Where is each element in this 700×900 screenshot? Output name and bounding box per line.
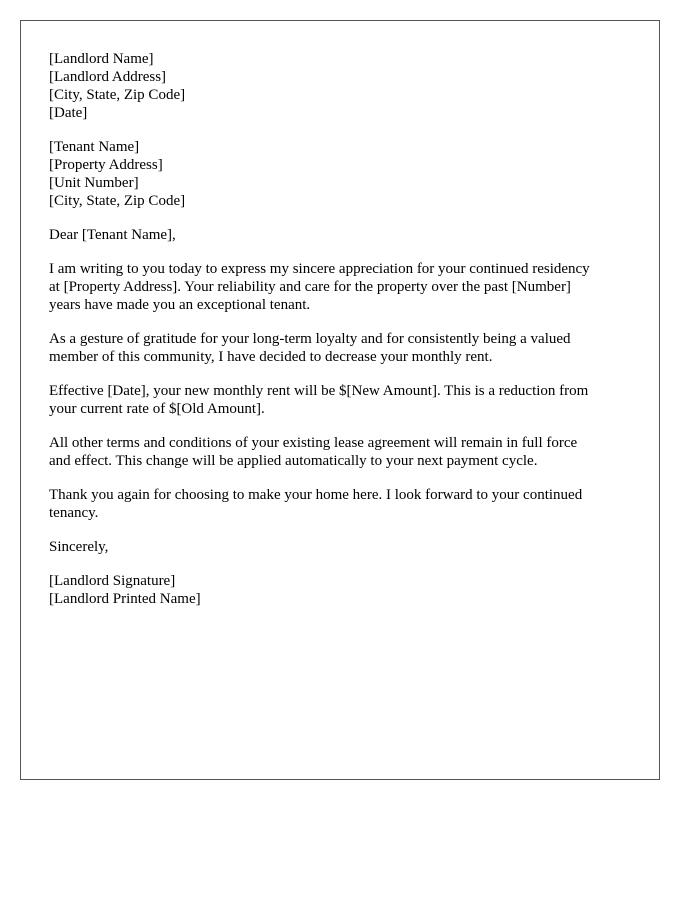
letter-content — [49, 50, 634, 608]
landlord-address: [Landlord Address] — [49, 69, 167, 85]
paragraph-line: All other terms and conditions of your existing lease agreement will remain in full force — [49, 435, 578, 451]
tenant-block — [49, 138, 634, 210]
tenant-property-address: [Property Address] — [49, 157, 163, 173]
paragraph-line: at [Property Address]. Your reliability and care for the property over the past [Number] — [49, 279, 571, 295]
tenant-unit-number: [Unit Number] — [49, 175, 139, 191]
closing — [49, 538, 634, 556]
letter-page — [20, 20, 660, 780]
tenant-city-state-zip: [City, State, Zip Code] — [49, 193, 186, 209]
paragraph-line: your current rate of $[Old Amount]. — [49, 401, 265, 417]
paragraph-line: Thank you again for choosing to make your home here. I look forward to your continued — [49, 487, 583, 503]
paragraph-gratitude — [49, 330, 634, 366]
landlord-printed-name: [Landlord Printed Name] — [49, 591, 201, 607]
landlord-city-state-zip: [City, State, Zip Code] — [49, 87, 186, 103]
paragraph-line: I am writing to you today to express my sincere appreciation for your continued residency — [49, 261, 590, 277]
paragraph-line: years have made you an exceptional tenant. — [49, 297, 311, 313]
paragraph-line: member of this community, I have decided to decrease your monthly rent. — [49, 349, 493, 365]
paragraph-thanks — [49, 486, 634, 522]
paragraph-terms — [49, 434, 634, 470]
landlord-block — [49, 50, 634, 122]
salutation — [49, 226, 634, 244]
paragraph-line: and effect. This change will be applied automatically to your next payment cycle. — [49, 453, 538, 469]
landlord-signature: [Landlord Signature] — [49, 573, 176, 589]
signature-block — [49, 572, 634, 608]
salutation-text: Dear [Tenant Name], — [49, 227, 176, 243]
closing-text: Sincerely, — [49, 539, 109, 555]
paragraph-line: tenancy. — [49, 505, 99, 521]
tenant-name: [Tenant Name] — [49, 139, 140, 155]
landlord-name: [Landlord Name] — [49, 51, 154, 67]
paragraph-line: Effective [Date], your new monthly rent will be $[New Amount]. This is a reduction from — [49, 383, 589, 399]
paragraph-line: As a gesture of gratitude for your long-term loyalty and for consistently being a valued — [49, 331, 571, 347]
paragraph-new-rent — [49, 382, 634, 418]
paragraph-appreciation — [49, 260, 634, 314]
letter-date: [Date] — [49, 105, 88, 121]
